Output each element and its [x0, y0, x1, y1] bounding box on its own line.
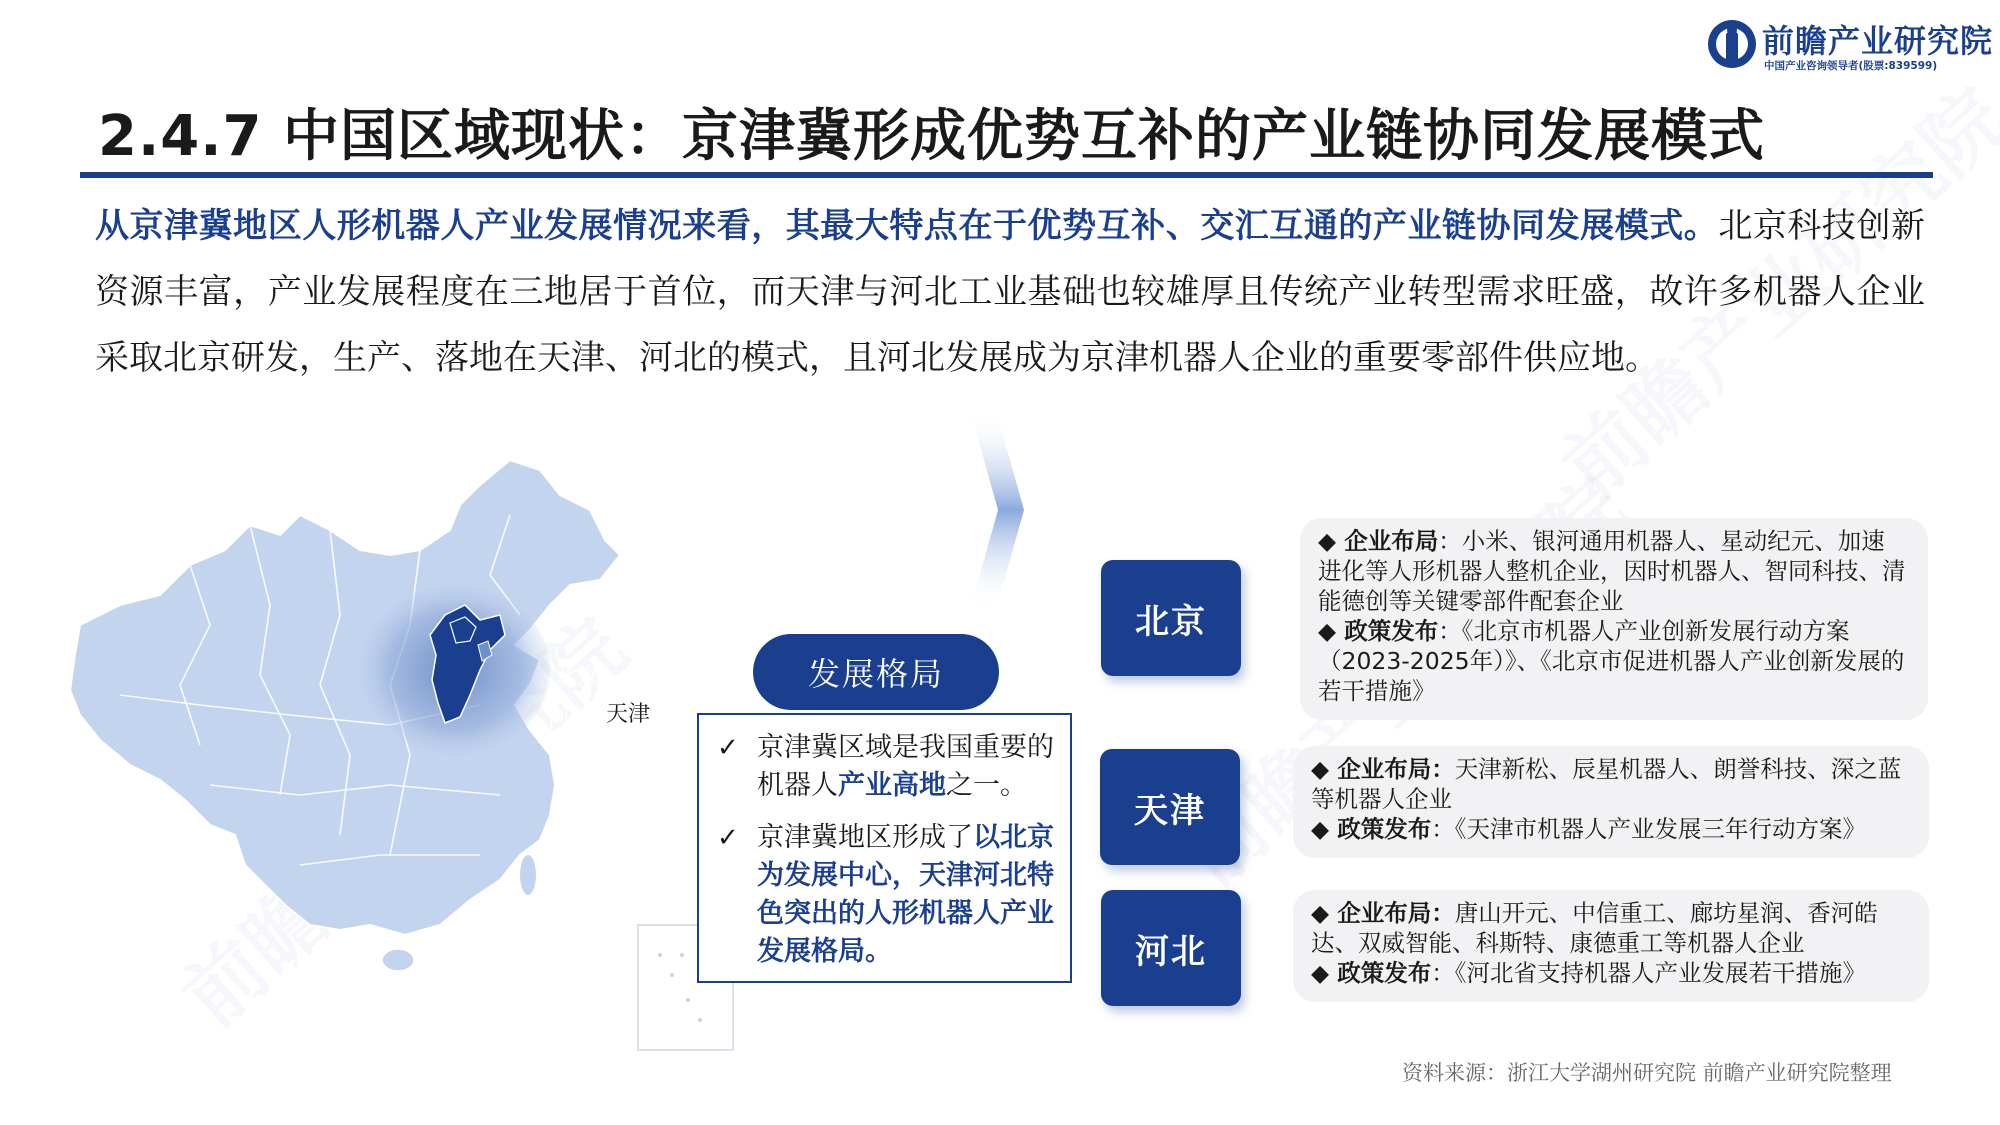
region-badge-tianjin: 天津: [1100, 749, 1240, 865]
pattern-item-text: [757, 729, 1056, 805]
map-label-tianjin: 天津: [606, 702, 651, 727]
layout-value: 唐山开元、中信重工、廊坊星润、香河皓达、双威智能、科斯特、康德重工等机器人企业: [1311, 899, 1878, 957]
pattern-item-pre: 京津冀区域是我国重要的机器人: [757, 732, 1054, 801]
map-label-hebei: 河北: [548, 707, 593, 732]
check-icon: ✓: [717, 733, 739, 763]
region-badge-beijing: 北京: [1101, 560, 1241, 676]
intro-highlight: 从京津冀地区人形机器人产业发展情况来看，其最大特点在于优势互补、交汇互通的产业链协同发展模式。: [95, 206, 1719, 246]
source-note: 资料来源：浙江大学湖州研究院 前瞻产业研究院整理: [1402, 1061, 1892, 1085]
pattern-title: 发展格局: [753, 634, 999, 710]
policy-key: ◆ 政策发布: [1318, 617, 1439, 645]
layout-key: ◆ 企业布局：: [1311, 899, 1455, 927]
intro-body: 北京科技创新资源丰富，产业发展程度在三地居于首位，而天津与河北工业基础也较雄厚且传统产业转型需求旺盛，故许多机器人企业采取北京研发，生产、落地在天津、河北的模式，且河北发展成为京津机器人企业的重要零部件供应地。: [95, 206, 1926, 378]
policy-value: ：《河北省支持机器人产业发展若干措施》: [1431, 959, 1867, 987]
policy-value: ：《天津市机器人产业发展三年行动方案》: [1431, 815, 1867, 843]
check-icon: ✓: [717, 823, 739, 853]
hebei-policy: [1311, 958, 1909, 988]
taiwan-shape: [520, 855, 536, 895]
hainan-shape: [382, 949, 414, 971]
brand-logo: [1706, 14, 1994, 76]
pattern-item: [717, 819, 1056, 971]
region-badge-hebei: 河北: [1101, 890, 1241, 1006]
brand-name: 前瞻产业研究院: [1762, 22, 1994, 60]
pattern-item: [717, 729, 1056, 805]
tianjin-policy: [1311, 814, 1909, 844]
hebei-layout: [1311, 898, 1909, 958]
layout-value: 天津新松、辰星机器人、朗誉科技、深之蓝等机器人企业: [1311, 755, 1902, 813]
policy-key: ◆ 政策发布: [1311, 815, 1432, 843]
policy-key: ◆ 政策发布: [1311, 959, 1432, 987]
pattern-item-pre: 京津冀地区形成了: [757, 822, 973, 853]
pattern-box: [697, 713, 1072, 983]
pattern-item-strong: 以北京为发展中心，天津河北特色突出的人形机器人产业发展格局。: [757, 822, 1054, 967]
chevron-right-icon: [966, 410, 1026, 610]
brand-mark-icon: [1706, 18, 1758, 70]
layout-key: ◆ 企业布局: [1318, 527, 1439, 555]
policy-value: ：《北京市机器人产业创新发展行动方案（2023-2025年）》、《北京市促进机器人产业创新发展的若干措施》: [1318, 617, 1905, 705]
page-title: 2.4.7 中国区域现状：京津冀形成优势互补的产业链协同发展模式: [98, 104, 1765, 169]
pattern-item-strong: 产业高地: [838, 770, 946, 801]
pattern-item-post: 之一。: [946, 770, 1027, 801]
brand-tagline: 中国产业咨询领导者(股票:839599): [1764, 60, 1938, 72]
region-card-tianjin: [1293, 746, 1929, 858]
tianjin-layout: [1311, 754, 1909, 814]
pattern-item-text: [757, 819, 1056, 971]
china-map: [60, 455, 760, 1055]
region-card-hebei: [1293, 890, 1929, 1002]
intro-paragraph: [95, 193, 1925, 391]
beijing-layout: [1318, 526, 1908, 616]
title-divider: [80, 172, 1933, 178]
layout-value: ：小米、银河通用机器人、星动纪元、加速进化等人形机器人整机企业，因时机器人、智同科技、清能德创等关键零部件配套企业: [1318, 527, 1906, 615]
region-card-beijing: [1300, 518, 1928, 720]
beijing-policy: [1318, 616, 1908, 706]
layout-key: ◆ 企业布局：: [1311, 755, 1455, 783]
map-label-beijing: 北京: [555, 665, 600, 690]
